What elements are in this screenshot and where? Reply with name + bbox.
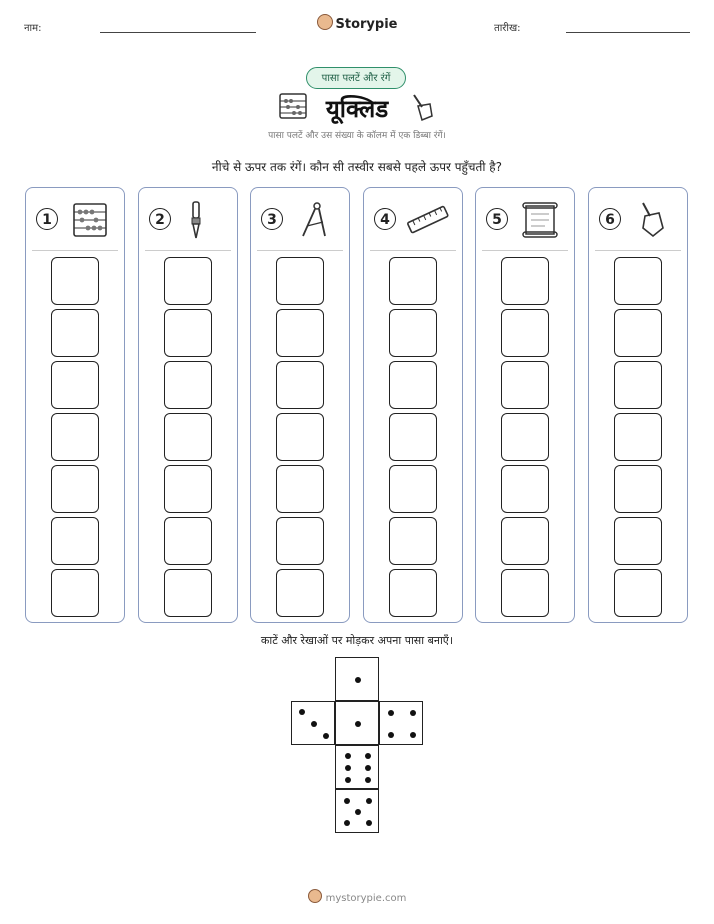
name-label: नाम: [24,23,42,34]
dice-pip [355,721,361,727]
date-line[interactable] [566,32,690,33]
column-5 [475,187,575,623]
column-number: 5 [486,208,508,230]
color-box[interactable] [389,465,437,513]
dice-pip [345,753,351,759]
color-box[interactable] [501,413,549,461]
dice-pip [323,733,329,739]
color-box[interactable] [276,257,324,305]
brand-name: Storypie [335,17,398,32]
dice-pip [366,820,372,826]
color-box[interactable] [501,309,549,357]
dice-face [335,701,379,745]
dice-pip [365,765,371,771]
color-box[interactable] [51,465,99,513]
column-divider [145,250,231,251]
column-number: 4 [374,208,396,230]
dice-pip [388,732,394,738]
color-box[interactable] [501,569,549,617]
dice-face [335,745,379,789]
color-box[interactable] [276,413,324,461]
dice-pip [388,710,394,716]
column-divider [32,250,118,251]
color-box[interactable] [51,309,99,357]
dice-face [335,789,379,833]
trowel-icon [631,200,675,240]
dice-face [291,701,335,745]
color-box[interactable] [276,517,324,565]
brush-icon [181,200,225,240]
abacus-icon [68,200,112,240]
column-divider [482,250,568,251]
color-box[interactable] [501,517,549,565]
dice-pip [355,809,361,815]
color-box[interactable] [389,569,437,617]
column-header [364,188,462,250]
trowel-title-icon [408,92,436,122]
column-header [476,188,574,250]
column-divider [595,250,681,251]
dice-pip [345,777,351,783]
color-box[interactable] [389,413,437,461]
color-box[interactable] [276,361,324,409]
color-box[interactable] [164,569,212,617]
color-box[interactable] [389,517,437,565]
column-divider [257,250,343,251]
dice-pip [366,798,372,804]
color-box[interactable] [164,465,212,513]
compass-icon [293,200,337,240]
color-box[interactable] [51,569,99,617]
color-box[interactable] [389,361,437,409]
footer [0,889,714,904]
dice-pip [365,753,371,759]
color-box[interactable] [614,257,662,305]
color-box[interactable] [276,309,324,357]
color-box[interactable] [614,465,662,513]
dice-pip [344,798,350,804]
column-header [589,188,687,250]
column-number: 1 [36,208,58,230]
dice-pip [344,820,350,826]
dice-face [379,701,423,745]
color-box[interactable] [164,361,212,409]
color-box[interactable] [389,257,437,305]
column-3 [250,187,350,623]
color-box[interactable] [276,569,324,617]
footer-logo-icon [308,889,322,903]
color-box[interactable] [614,309,662,357]
color-box[interactable] [51,361,99,409]
color-box[interactable] [614,517,662,565]
name-line[interactable] [100,32,256,33]
color-box[interactable] [614,569,662,617]
color-box[interactable] [501,465,549,513]
column-1 [25,187,125,623]
dice-pip [410,732,416,738]
color-box[interactable] [164,257,212,305]
dice-pip [345,765,351,771]
game-instruction: नीचे से ऊपर तक रंगें। कौन सी तस्वीर सबसे पहले ऊपर पहुँचती है? [211,160,503,174]
column-number: 2 [149,208,171,230]
color-box[interactable] [389,309,437,357]
color-box[interactable] [614,361,662,409]
column-header [26,188,124,250]
bear-logo-icon [317,14,333,30]
page-title: यूक्लिड [325,95,389,123]
color-box[interactable] [164,309,212,357]
dice-instruction: काटें और रेखाओं पर मोड़कर अपना पासा बनाएँ। [260,634,454,647]
footer-website[interactable]: mystorypie.com [325,893,407,904]
dice-pip [311,721,317,727]
scroll-icon [518,200,562,240]
column-header [139,188,237,250]
column-2 [138,187,238,623]
color-box[interactable] [164,517,212,565]
dice-face [335,657,379,701]
column-number: 6 [599,208,621,230]
color-box[interactable] [164,413,212,461]
column-number: 3 [261,208,283,230]
color-box[interactable] [51,257,99,305]
column-4 [363,187,463,623]
color-box[interactable] [276,465,324,513]
page-subtitle: पासा पलटें और उस संख्या के कॉलम में एक डिब्बा रंगें। [268,131,446,141]
dice-pip [299,709,305,715]
color-box[interactable] [501,257,549,305]
dice-pip [355,677,361,683]
dice-pip [410,710,416,716]
brand-logo [0,14,714,32]
column-6 [588,187,688,623]
activity-badge: पासा पलटें और रंगें [306,67,406,89]
color-box[interactable] [614,413,662,461]
date-label: तारीख: [494,23,521,34]
ruler-icon [406,200,450,240]
color-box[interactable] [51,413,99,461]
dice-pip [365,777,371,783]
column-divider [370,250,456,251]
column-header [251,188,349,250]
color-box[interactable] [501,361,549,409]
color-box[interactable] [51,517,99,565]
